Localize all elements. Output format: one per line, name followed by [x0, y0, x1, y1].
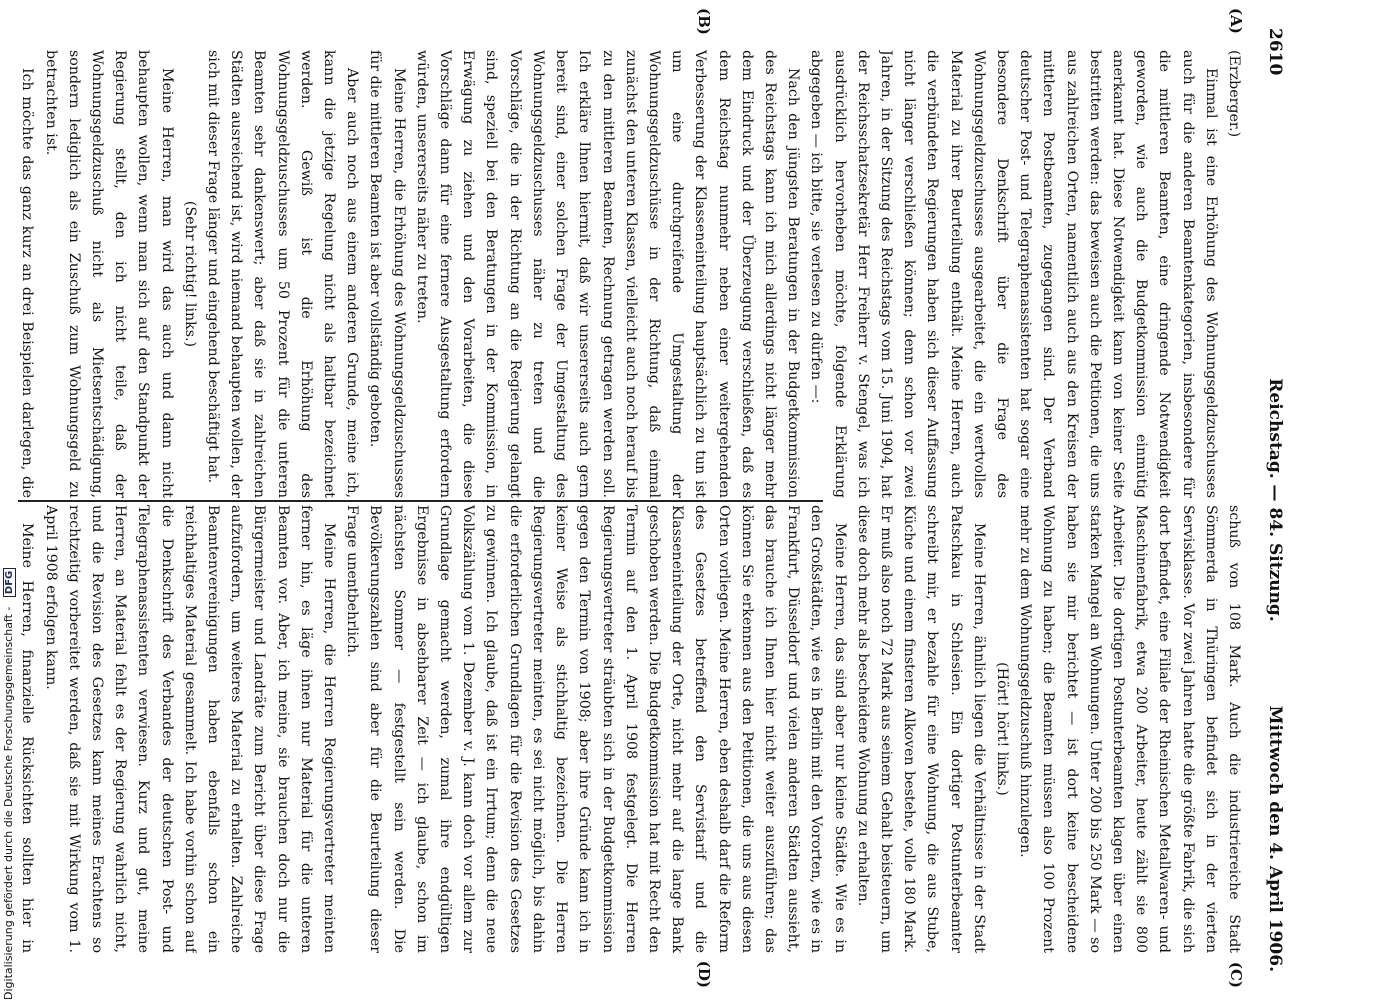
paragraph: (Erzberger.) — [1226, 50, 1242, 138]
paragraph: Meine Herren, ähnlich liegen die Verhältnisse in der Stadt Patschkau in Schlesien. Ein dortiger Postunterbeamter schreibt mir, er bezahle für eine Wohnung, die aus Stube, Küche und einem finsteren Alkoven bestehe, volle 180 Mark. Er muß also noch 72 Mark aus seinem Gehalt beisteuern, um diese doch mehr als bescheidene Wohnung zu erhalten. — [854, 505, 987, 953]
paragraph: Meine Herren, finanzielle Rücksichten sollten hier in — [19, 523, 36, 953]
margin-mark-d: (D) — [695, 960, 713, 988]
paragraph: Meine Herren, das sind aber nur kleine Städte. Wie es in den Großstädten, wie es in Berlin mit den Vororten, wie es in Frankfurt, Düsseldorf und vielen anderen Städten aussieht, das brauche ich Ihnen hier nicht weiter auszuführen; das können Sie erkennen aus den Petitionen, die uns aus diesen Orten vorliegen. Meine Herren, eben deshalb darf die Reform des Gesetzes betreffend den Servistarif und die Klasseneinteilung der Orte, nicht mehr auf die lange Bank geschoben werden. Die Budgetkommission hat mit Recht den Termin auf den 1. April 1908 festgelegt. Die Herren Regierungsvertreter sträubten sich in der Budgetkommission gegen den Termin von 1908; aber ihre Gründe kann ich in keiner Weise als stichhaltig bezeichnen. Die Herren Regierungsvertreter meinten, es sei nicht möglich, bis dahin die erforderlichen Grundlagen für die Revision des Gesetzes zu gewinnen. Ich glaube, daß ist ein Irrtum; denn die neue Volkszählung vom 1. Dezember v. J. kann doch vor allem zur Grundlage gemacht werden, zumal ihre endgültigen Ergebnisse in absehbarer Zeit — ich glaube, schon im nächsten Sommer — festgestellt sein werden. Die Bevölkerungszahlen sind aber für die Beurteilung dieser Frage unentbehrlich. — [344, 505, 848, 953]
right-column — [15, 505, 1245, 953]
left-column — [15, 50, 1245, 498]
credit-text: Digitalisierung gefördert durch die Deutsche Forschungsgemeinschaft - — [2, 606, 15, 1000]
paragraph: schuß von 108 Mark. Auch die industriereiche Stadt Sömmerda in Thüringen befindet sich in der vierten Servisklasse. Vor zwei Jahren hatte die größte Fabrik, die sich dort befindet, eine Filiale der Rheinischen Metallwaren- und Maschinenfabrik, etwa 200 Arbeiter, heute zählt sie 800 Arbeiter. Die dortigen Postunterbeamten klagen über einen starken Mangel an Wohnungen. Unter 200 bis 250 Mark — so haben sie mir berichtet — ist dort keine bescheidene Wohnung zu haben; die Beamten müssen also 100 Prozent mehr zu dem Wohnungsgeldzuschuß hinzulegen. — [1017, 505, 1242, 953]
paragraph: Meine Herren, die Erhöhung des Wohnungsgeldzuschusses für die mittleren Beamten ist aber vollständig geboten. — [367, 50, 407, 498]
interjection: (Sehr richtig! links.) — [181, 200, 198, 348]
paragraph: Aber auch noch aus einem anderen Grunde, meine ich, kann die jetzige Regelung nicht als haltbar bezeichnet werden. Gewiß ist die Erhöhung des Wohnungsgeldzuschusses um 50 Prozent für die unteren Beamten sehr dankenswert; aber daß sie in zahlreichen Städten ausreichend ist, wird niemand behaupten wollen, der sich mit dieser Frage länger und eingehend beschäftigt hat. — [205, 50, 361, 498]
margin-mark-c: (C) — [1227, 961, 1245, 988]
paragraph: Ich möchte das ganz kurz an drei Beispielen darlegen, die — [19, 68, 36, 498]
session-title: Reichstag. — 84. Sitzung. — [1265, 378, 1285, 622]
margin-mark-b: (B) — [695, 8, 713, 35]
page-header — [1261, 28, 1285, 972]
dfg-logo: DFG — [3, 568, 16, 597]
paragraph: Nach den jüngsten Beratungen in der Budgetkommission des Reichstags kann ich mich allerdings nicht länger mehr dem Eindruck und der Überzeugung verschließen, daß es dem Reichstag nunmehr neben einer weitergehenden Verbesserung der Klasseneinteilung hauptsächlich zu tun ist um eine durchgreifende Umgestaltung der Wohnungsgeldzuschüsse in der Richtung, daß einmal zunächst den unteren Klassen, vielleicht auch noch herauf bis zu den mittleren Beamten, Rechnung getragen werden soll. Ich erkläre Ihnen hiermit, daß wir unsererseits auch gern bereit sind, einer solchen Frage der Umgestaltung des Wohnungsgeldzuschusses näher zu treten und die Vorschläge, die in der Richtung an die Regierung gelangt sind, speziell bei den Beratungen in der Kommission, in Erwägung zu ziehen und den Vorarbeiten, die diese Vorschläge dann für eine fernere Ausgestaltung erfordern würden, unsererseits näher zu treten. — [413, 50, 802, 498]
paragraph: Meine Herren, man wird das auch und dann nicht behaupten wollen, wenn man sich auf den Standpunkt der Regierung stellt, den ich nicht teile, daß der Wohnungsgeldzuschuß nicht als Mietsentschädigung, sondern lediglich als ein Zuschuß zum Wohnungsgeld zu betrachten ist. — [42, 50, 175, 498]
paragraph: Einmal ist eine Erhöhung des Wohnungsgeldzuschusses auch für die anderen Beamtenkategorien, insbesondere für die mittleren Beamten, eine dringende Notwendigkeit geworden, wie auch die Budgetkommission einmütig anerkannt hat. Diese Notwendigkeit kann von keiner Seite bestritten werden: das beweisen auch die Petitionen, die uns aus zahlreichen Orten, namentlich auch aus den Kreisen der mittleren Postbeamten, zugegangen sind. Der Verband deutscher Post- und Telegraphenassistenten hat sogar eine besondere Denkschrift über die Frage des Wohnungsgeldzuschusses ausgearbeitet, die ein wertvolles Material zu ihrer Beurteilung enthält. Meine Herren, auch die verbündeten Regierungen haben sich dieser Auffassung nicht länger verschließen können; denn schon vor zwei Jahren, in der Sitzung des Reichstags vom 15. Juni 1904, hat der Reichsschatzsekretär Herr Freiherr v. Stengel, was ich ausdrücklich hervorheben möchte, folgende Erklärung abgegeben — ich bitte, sie verlesen zu dürfen —: — [808, 50, 1219, 498]
interjection: (Hört! hört! links.) — [993, 662, 1010, 796]
margin-mark-a: (A) — [1227, 8, 1245, 34]
paragraph: Meine Herren, die Herren Regierungsvertreter meinten ferner hin, es läge ihnen nur Material für die unteren Beamten vor. Aber, ich meine, sie brauchen doch nur die Bürgermeister und Landräte zum Bericht über diese Frage aufzufordern, um weiteres Material zu erhalten. Zahlreiche Beamtenvereinigungen haben ebenfalls schon ein reichhaltiges Material gesammelt. Ich habe vorhin schon auf die Denkschrift des Verbandes der deutschen Post- und Telegraphenassistenten verwiesen. Kurz und gut, meine Herren, an Material fehlt es der Regierung wahrlich nicht, und die Revision des Gesetzes kann meines Erachtens so rechtzeitig vorbereitet werden, daß sie mit Wirkung vom 1. April 1908 erfolgen kann. — [42, 505, 338, 953]
page-number: 2610 — [1265, 28, 1285, 76]
column-divider — [18, 500, 823, 502]
session-date: Mittwoch den 4. April 1906. — [1265, 705, 1285, 972]
